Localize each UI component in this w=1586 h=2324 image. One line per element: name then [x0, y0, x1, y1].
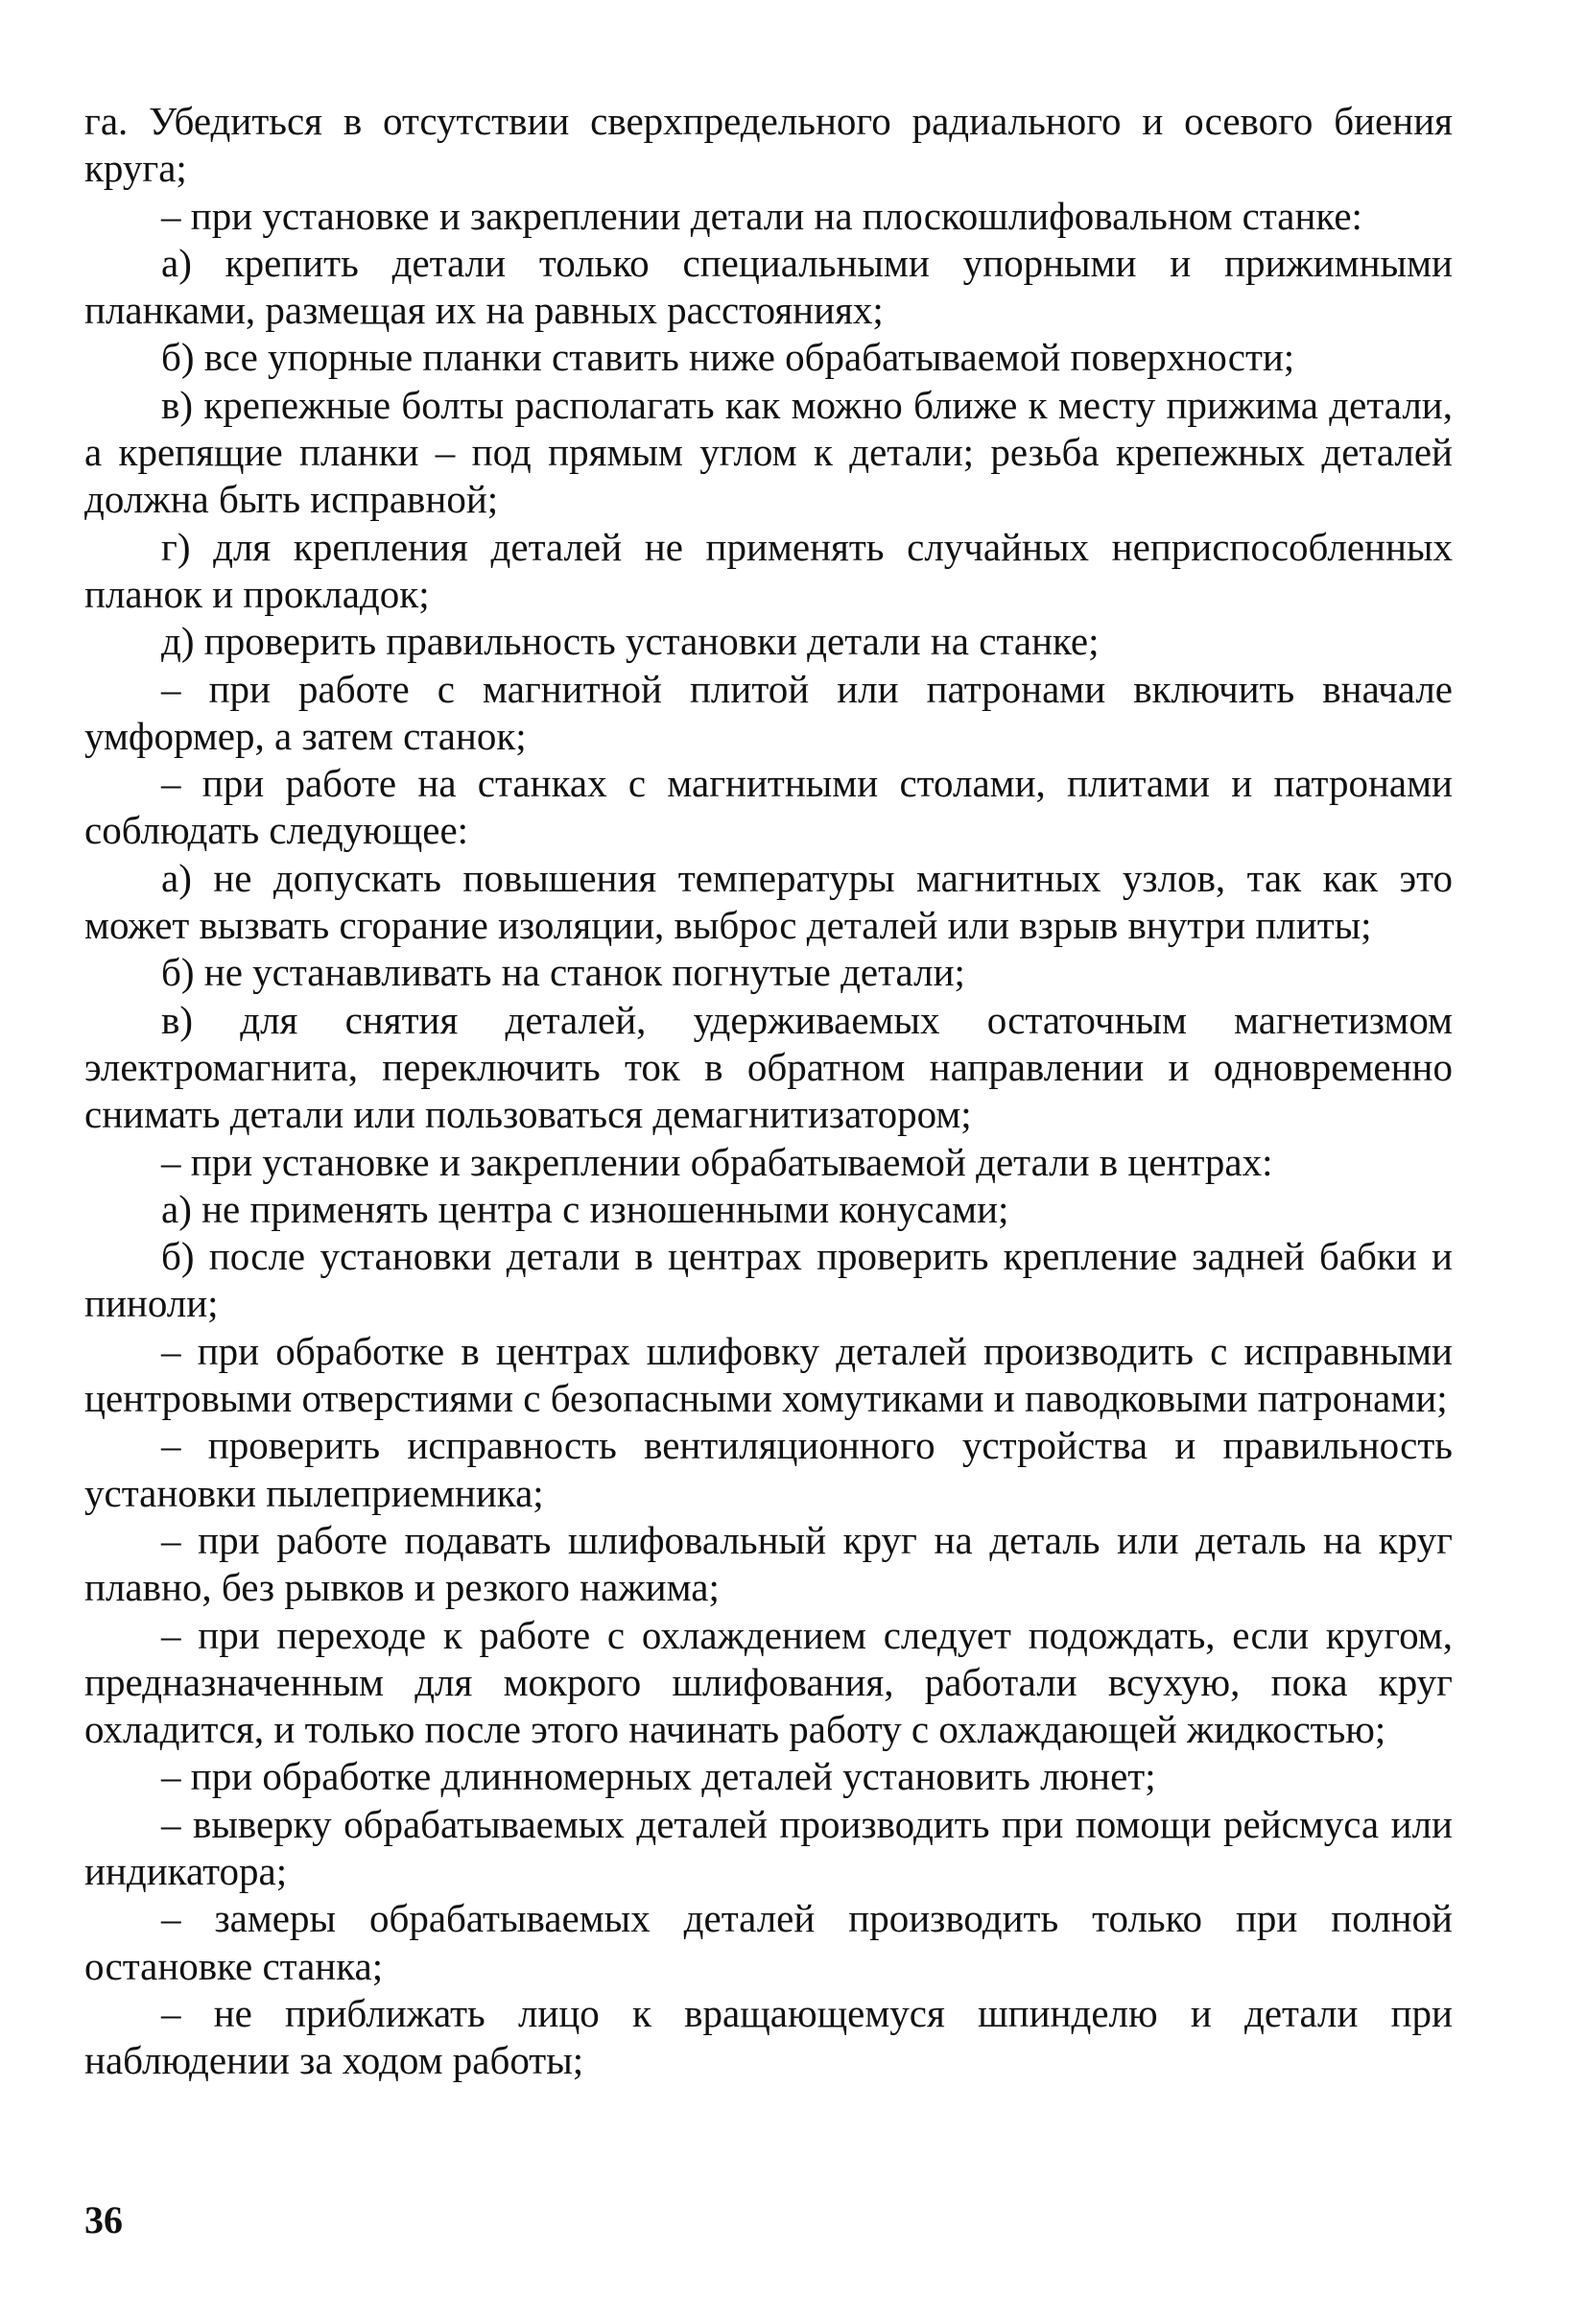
list-item-v: в) крепежные болты располагать как можно ближе к месту прижима детали, а крепящие планки – под прямым углом к детали; резьба крепежных деталей должна быть исправной;: [84, 382, 1453, 522]
paragraph-face-safety: – не приближать лицо к вращающемуся шпинделю и детали при наблюдении за ходом работы;: [84, 1990, 1453, 2083]
list-item-v: в) для снятия деталей, удерживаемых остаточным магнетизмом электромагнита, переключить ток в обратном направлении и одновременно снимать детали или пользоваться демагнитизатором;: [84, 997, 1453, 1137]
list-item-a: а) не допускать повышения температуры магнитных узлов, так как это может вызвать сгорание изоляции, выброс деталей или взрыв внутри плиты;: [84, 855, 1453, 948]
list-item-b: б) после установки детали в центрах проверить крепление задней бабки и пиноли;: [84, 1234, 1453, 1326]
paragraph-surface-grinder-setup: – при установке и закреплении детали на плоскошлифовальном станке:: [161, 193, 1362, 238]
page-number: 36: [84, 2198, 123, 2241]
list-item-a: а) не применять центра с изношенными конусами;: [161, 1186, 1009, 1231]
paragraph-magnetic-tables: – при работе на станках с магнитными столами, плитами и патронами соблюдать следующее:: [84, 761, 1453, 853]
paragraph-cooling: – при переходе к работе с охлаждением следует подождать, если кругом, предназначенным для мокрого шлифования, работали всухую, пока круг охладится, и только после этого начинать работу с охлаждающей жидкостью;: [84, 1612, 1453, 1752]
list-item-b: б) не устанавливать на станок погнутые детали;: [161, 950, 965, 995]
paragraph-centers-setup: – при установке и закреплении обрабатываемой детали в центрах:: [161, 1139, 1273, 1184]
paragraph-centers-grinding: – при обработке в центрах шлифовку деталей производить с исправными центровыми отверстиями с безопасными хомутиками и паводковыми патронами;: [84, 1328, 1453, 1421]
paragraph-steady-rest: – при обработке длинномерных деталей установить люнет;: [161, 1754, 1156, 1799]
list-item-g: г) для крепления деталей не применять случайных неприспособленных планок и прокладок;: [84, 524, 1453, 616]
paragraph-ventilation: – проверить исправность вентиляционного устройства и правильность установки пылеприемника;: [84, 1423, 1453, 1515]
paragraph-magnetic-plate: – при работе с магнитной плитой или патронами включить вначале умформер, а затем станок;: [84, 666, 1453, 758]
page-body-text: [84, 98, 1453, 2084]
paragraph-wheel-feed: – при работе подавать шлифовальный круг на деталь или деталь на круг плавно, без рывков и резкого нажима;: [84, 1517, 1453, 1610]
paragraph-measurements: – замеры обрабатываемых деталей производить только при полной остановке станка;: [84, 1896, 1453, 1988]
list-item-d: д) проверить правильность установки детали на станке;: [161, 619, 1100, 664]
list-item-b: б) все упорные планки ставить ниже обрабатываемой поверхности;: [161, 335, 1295, 380]
paragraph-continuation: га. Убедиться в отсутствии сверхпредельного радиального и осевого биения круга;: [84, 99, 1453, 191]
paragraph-alignment: – выверку обрабатываемых деталей производить при помощи рейсмуса или индикатора;: [84, 1801, 1453, 1893]
list-item-a: а) крепить детали только специальными упорными и прижимными планками, размещая их на равных расстояниях;: [84, 240, 1453, 333]
